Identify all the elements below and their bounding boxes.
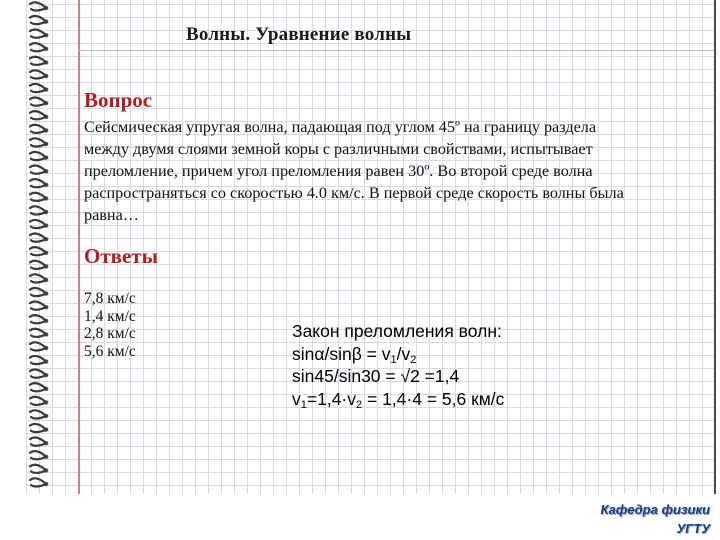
binding-coil	[30, 383, 46, 391]
binding-coil	[30, 302, 46, 310]
binding-coil	[30, 424, 46, 432]
formula-text: sinα/sinβ = v	[292, 343, 391, 364]
binding-coil	[30, 438, 46, 446]
binding-coil	[30, 206, 46, 214]
binding-coil	[30, 84, 46, 92]
solution-ratio: sin45/sin30 = √2 =1,4	[292, 366, 460, 386]
question-line: между двумя слоями земной коры с различными свойствами, испытывает	[84, 140, 593, 158]
binding-coil	[30, 138, 46, 146]
margin-line	[78, 0, 80, 494]
question-line: распространяться со скоростью 4.0 км/с. В первой среде скорость волны была	[84, 184, 624, 202]
answer-option: 1,4 км/с	[84, 307, 136, 325]
question-line: преломление, причем угол преломления равен 30º. Во второй среде волна	[84, 162, 593, 180]
binding-coil	[30, 166, 46, 174]
binding-coil	[30, 2, 46, 10]
page-edge	[714, 0, 716, 494]
binding-coil	[30, 274, 46, 282]
binding-coil	[30, 247, 46, 255]
subscript: 2	[410, 353, 417, 366]
formula-text: /v	[396, 343, 411, 364]
solution-formula	[292, 343, 504, 366]
binding-coil	[30, 451, 46, 459]
binding-coil	[30, 315, 46, 323]
binding-coil	[30, 179, 46, 187]
binding-coil	[30, 111, 46, 119]
binding-coil	[30, 478, 46, 486]
university-name: УГТУ	[676, 521, 710, 536]
formula-text: =1,4·v	[306, 388, 356, 409]
slide-title: Волны. Уравнение волны	[186, 24, 412, 45]
department-name: Кафедра физики	[600, 502, 710, 517]
binding-coil	[30, 370, 46, 378]
solution-result	[292, 388, 504, 411]
question-heading: Вопрос	[84, 88, 153, 112]
binding-coil	[30, 152, 46, 160]
binding-coil	[30, 193, 46, 201]
formula-text: v	[292, 388, 301, 409]
binding-coil	[30, 125, 46, 133]
question-line: Сейсмическая упругая волна, падающая под углом 45º на границу раздела	[84, 118, 597, 136]
spiral-binding-graphic	[26, 0, 54, 494]
binding-coil	[30, 410, 46, 418]
formula-text: = 1,4·4 = 5,6 км/с	[362, 388, 505, 409]
spiral-binding	[26, 0, 54, 494]
answer-option: 7,8 км/с	[84, 290, 136, 307]
subscript: 2	[356, 398, 363, 411]
binding-coil	[30, 288, 46, 296]
department-logo	[590, 500, 710, 538]
binding-coil	[30, 70, 46, 78]
binding-coil	[30, 16, 46, 24]
binding-coil	[30, 397, 46, 405]
answers-list	[84, 290, 136, 360]
binding-coil	[30, 30, 46, 38]
binding-coil	[30, 43, 46, 51]
binding-coil	[30, 57, 46, 65]
binding-coil	[30, 220, 46, 228]
solution-law: Закон преломления волн:	[292, 321, 502, 341]
binding-coil	[30, 342, 46, 350]
binding-coil	[30, 356, 46, 364]
answers-heading: Ответы	[84, 244, 159, 268]
title-divider	[78, 50, 714, 51]
binding-coil	[30, 98, 46, 106]
binding-coil	[30, 261, 46, 269]
subscript: 1	[300, 398, 307, 411]
answer-option: 5,6 км/с	[84, 342, 136, 360]
subscript: 1	[390, 353, 397, 366]
question-text	[84, 116, 714, 226]
answer-option: 2,8 км/с	[84, 325, 136, 342]
question-line: равна…	[84, 206, 139, 224]
binding-coil	[30, 465, 46, 473]
solution-block	[292, 320, 504, 410]
binding-coil	[30, 234, 46, 242]
binding-coil	[30, 329, 46, 337]
